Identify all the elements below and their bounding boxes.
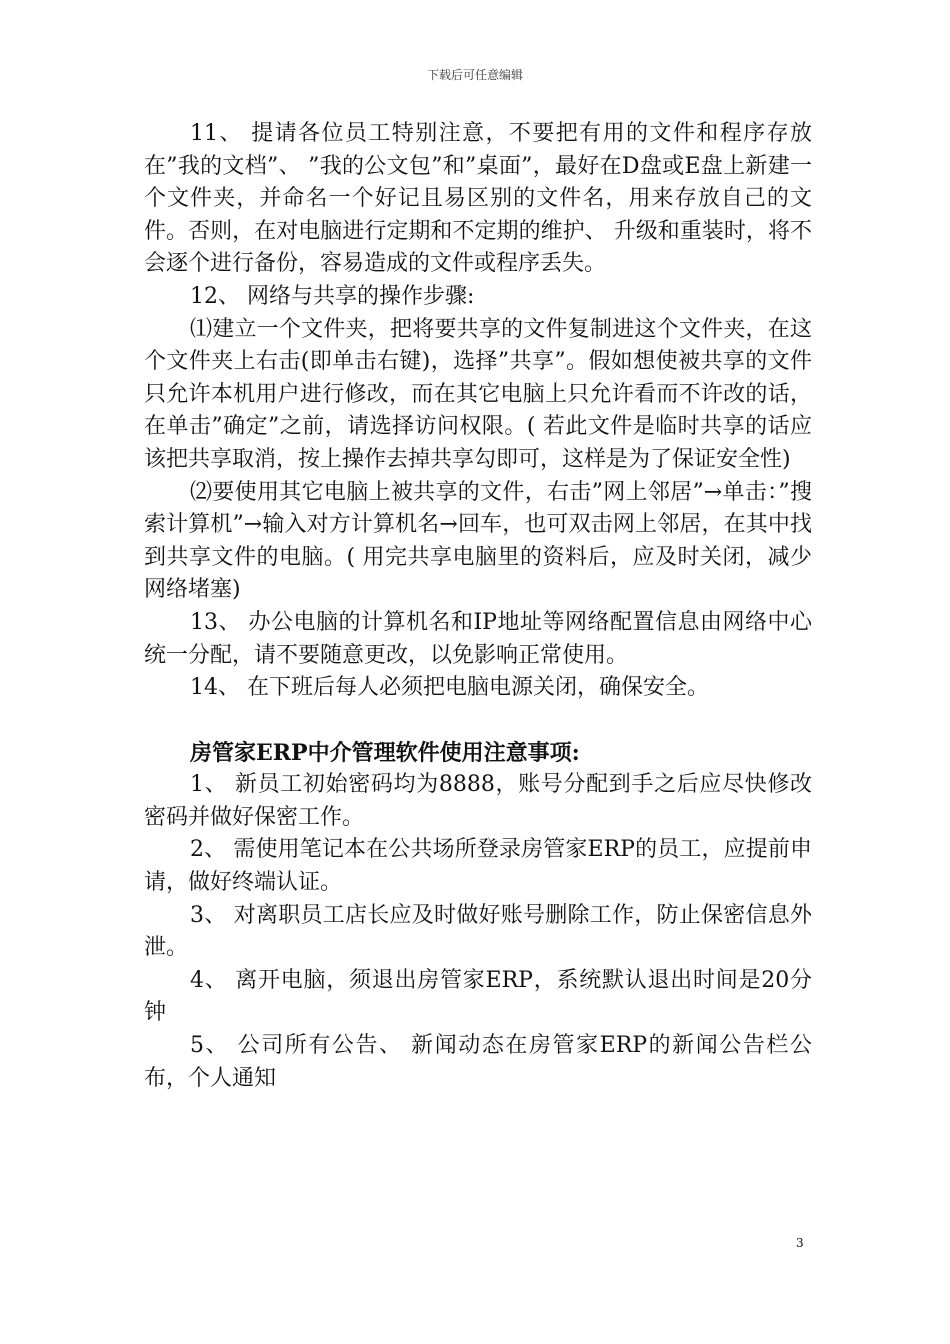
section-heading: 房管家ERP中介管理软件使用注意事项:: [190, 739, 580, 766]
paragraph-14: 14、 在下班后每人必须把电脑电源关闭，确保安全。: [190, 675, 709, 701]
list-item: 4、 离开电脑，须退出房管家ERP，系统默认退出时间是20分钟: [144, 967, 812, 1026]
paragraph-12-step-1: ⑴建立一个文件夹，把将要共享的文件复制进这个文件夹，在这个文件夹上右击(即单击右键)，选择”共享”。假如想使被共享的文件只允许本机用户进行修改，而在其它电脑上只允许看而不许改的话，在单击”确定”之前，请选择访问权限。( 若此文件是临时共享的话应该把共享取消，按上操作去掉共享勾即可，这样是为了保证安全性): [144, 316, 812, 472]
list-item: 3、 对离职员工店长应及时做好账号删除工作，防止保密信息外泄。: [144, 902, 812, 961]
page-header: 下载后可任意编辑: [426, 68, 523, 82]
paragraph-12-step-2: ⑵要使用其它电脑上被共享的文件，右击”网上邻居”→单击：”搜索计算机”→输入对方计算机名→回车，也可双击网上邻居，在其中找到共享文件的电脑。( 用完共享电脑里的资料后，应及时关闭，减少网络堵塞): [144, 479, 812, 603]
paragraph-11: 11、 提请各位员工特别注意，不要把有用的文件和程序存放在”我的文档”、 ”我的公文包”和”桌面”，最好在D盘或E盘上新建一个文件夹，并命名一个好记且易区别的文件名，用来存放自己的文件。否则，在对电脑进行定期和不定期的维护、 升级和重装时，将不会逐个进行备份，容易造成的文件或程序丢失。: [144, 121, 812, 277]
list-item: 2、 需使用笔记本在公共场所登录房管家ERP的员工，应提前申请，做好终端认证。: [144, 837, 812, 896]
page-number: 3: [796, 1236, 804, 1250]
list-item: 1、 新员工初始密码均为8888，账号分配到手之后应尽快修改密码并做好保密工作。: [144, 772, 812, 830]
list-item: 5、 公司所有公告、 新闻动态在房管家ERP的新闻公告栏公布，个人通知: [144, 1033, 812, 1091]
paragraph-13: 13、 办公电脑的计算机名和IP地址等网络配置信息由网络中心统一分配，请不要随意更改，以免影响正常使用。: [144, 609, 812, 668]
document-body: [144, 118, 812, 1095]
paragraph-12: 12、 网络与共享的操作步骤:: [190, 283, 475, 309]
